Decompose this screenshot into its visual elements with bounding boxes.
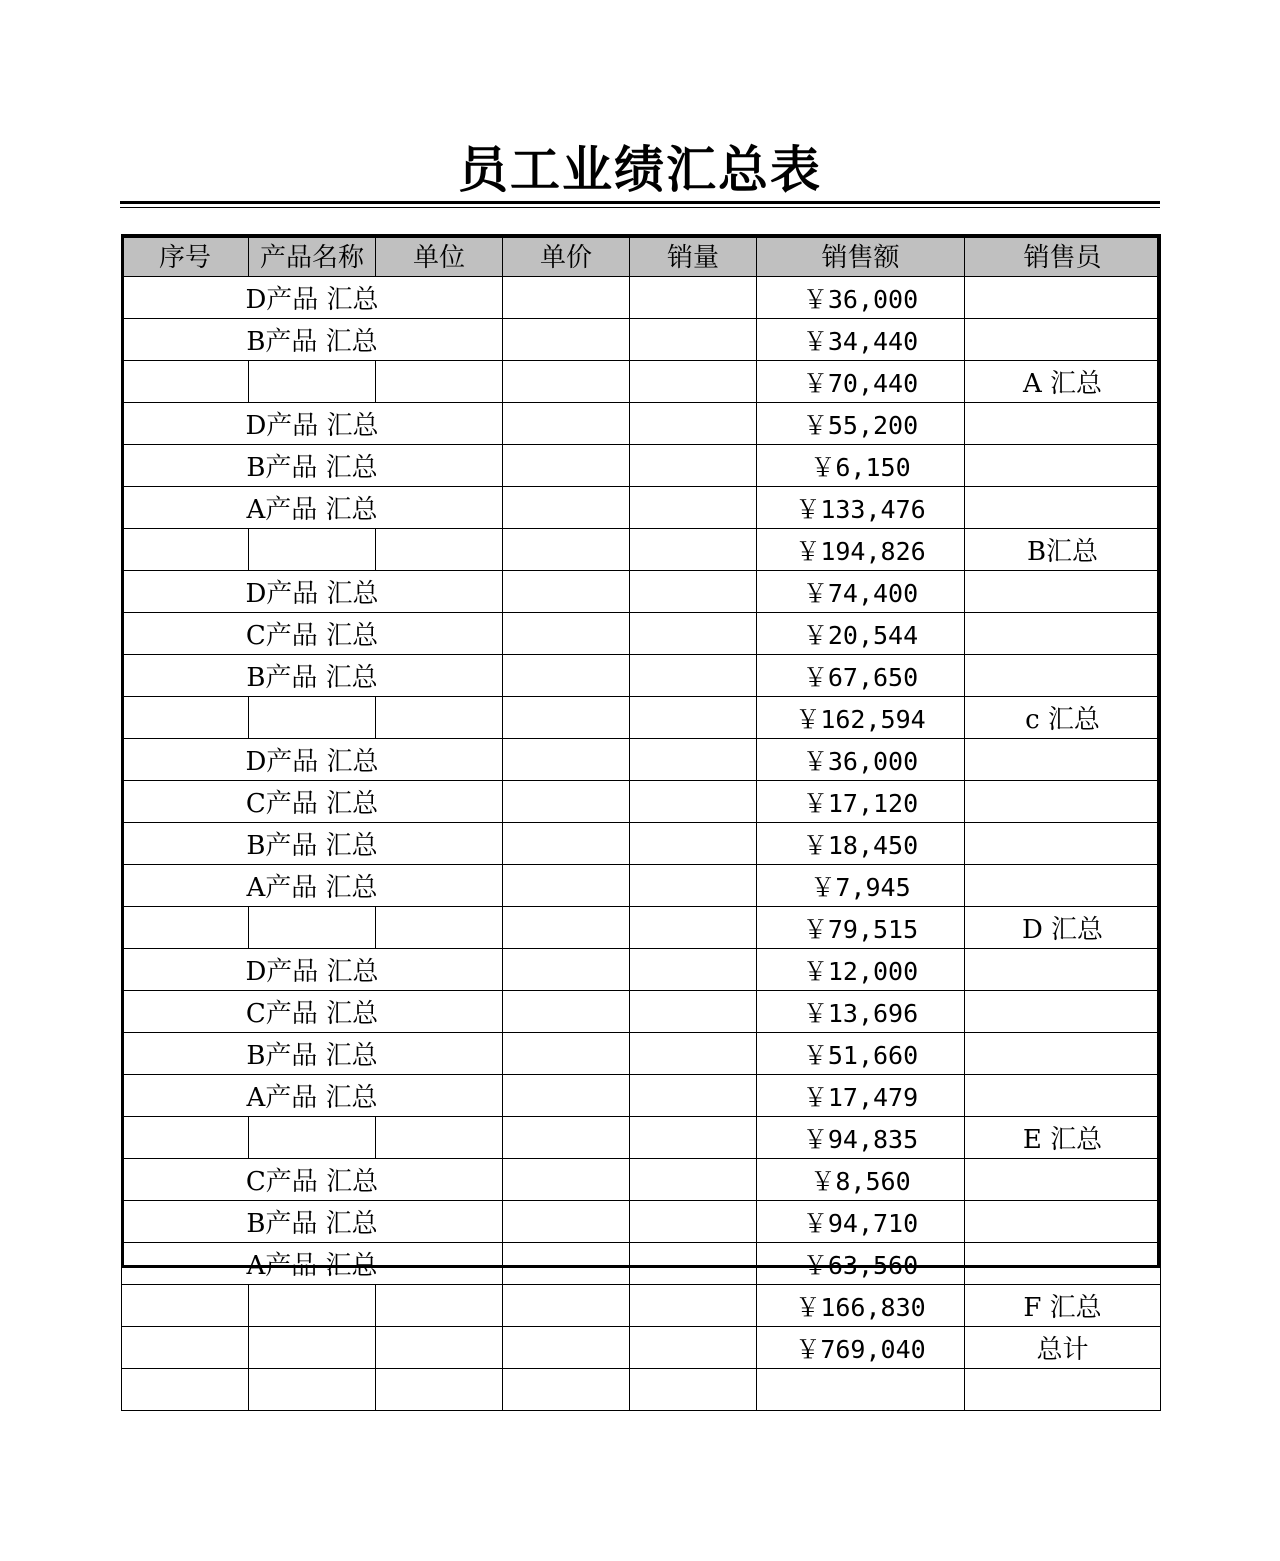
- sales-amount-cell[interactable]: ￥74,400: [757, 571, 965, 613]
- unit-price-cell[interactable]: [503, 571, 630, 613]
- table-body: [122, 277, 1161, 1411]
- col-header-sales-amount[interactable]: 销售额: [757, 235, 965, 277]
- quantity-cell[interactable]: [630, 991, 757, 1033]
- unit-cell[interactable]: [376, 1285, 503, 1327]
- seller-cell[interactable]: [965, 823, 1161, 865]
- product-summary-cell[interactable]: D产品 汇总: [122, 949, 503, 991]
- product-summary-cell[interactable]: C产品 汇总: [122, 613, 503, 655]
- index-cell[interactable]: [122, 1117, 249, 1159]
- seller-cell[interactable]: 总计: [965, 1327, 1161, 1369]
- product-summary-cell[interactable]: A产品 汇总: [122, 487, 503, 529]
- index-cell[interactable]: [122, 1285, 249, 1327]
- quantity-cell[interactable]: [630, 403, 757, 445]
- col-header-product[interactable]: 产品名称: [249, 235, 376, 277]
- seller-cell[interactable]: [965, 1159, 1161, 1201]
- quantity-cell[interactable]: [630, 571, 757, 613]
- product-name-cell[interactable]: [249, 1327, 376, 1369]
- product-name-cell[interactable]: [249, 529, 376, 571]
- unit-cell[interactable]: [376, 1327, 503, 1369]
- unit-price-cell[interactable]: [503, 697, 630, 739]
- quantity-cell[interactable]: [630, 781, 757, 823]
- seller-cell[interactable]: [965, 487, 1161, 529]
- table-row: [122, 1075, 1161, 1117]
- unit-cell[interactable]: [376, 361, 503, 403]
- table-row: [122, 949, 1161, 991]
- quantity-cell[interactable]: [630, 529, 757, 571]
- quantity-cell[interactable]: [630, 655, 757, 697]
- unit-price-cell[interactable]: [503, 1369, 630, 1411]
- sales-amount-cell[interactable]: ￥166,830: [757, 1285, 965, 1327]
- unit-price-cell[interactable]: [503, 529, 630, 571]
- quantity-cell[interactable]: [630, 445, 757, 487]
- sales-amount-cell[interactable]: ￥194,826: [757, 529, 965, 571]
- quantity-cell[interactable]: [630, 487, 757, 529]
- seller-cell[interactable]: [965, 1075, 1161, 1117]
- product-name-cell[interactable]: [249, 697, 376, 739]
- product-summary-cell[interactable]: B产品 汇总: [122, 445, 503, 487]
- quantity-cell[interactable]: [630, 1033, 757, 1075]
- quantity-cell[interactable]: [630, 277, 757, 319]
- quantity-cell[interactable]: [630, 1075, 757, 1117]
- product-name-cell[interactable]: [249, 361, 376, 403]
- sales-amount-cell[interactable]: ￥51,660: [757, 1033, 965, 1075]
- table-row: [122, 1369, 1161, 1411]
- seller-cell[interactable]: [965, 865, 1161, 907]
- sales-amount-cell[interactable]: ￥79,515: [757, 907, 965, 949]
- unit-price-cell[interactable]: [503, 277, 630, 319]
- sales-amount-cell[interactable]: [757, 1369, 965, 1411]
- table-row: [122, 865, 1161, 907]
- unit-cell[interactable]: [376, 529, 503, 571]
- quantity-cell[interactable]: [630, 865, 757, 907]
- seller-cell[interactable]: c 汇总: [965, 697, 1161, 739]
- sales-amount-cell[interactable]: ￥55,200: [757, 403, 965, 445]
- unit-price-cell[interactable]: [503, 1201, 630, 1243]
- seller-cell[interactable]: [965, 445, 1161, 487]
- seller-cell[interactable]: [965, 991, 1161, 1033]
- unit-price-cell[interactable]: [503, 1285, 630, 1327]
- quantity-cell[interactable]: [630, 697, 757, 739]
- sales-amount-cell[interactable]: ￥17,479: [757, 1075, 965, 1117]
- unit-cell[interactable]: [376, 697, 503, 739]
- col-header-unit[interactable]: 单位: [376, 235, 503, 277]
- unit-cell[interactable]: [376, 1369, 503, 1411]
- quantity-cell[interactable]: [630, 1117, 757, 1159]
- sales-amount-cell[interactable]: ￥34,440: [757, 319, 965, 361]
- quantity-cell[interactable]: [630, 1327, 757, 1369]
- table-row: [122, 277, 1161, 319]
- table-row: [122, 1327, 1161, 1369]
- sales-amount-cell[interactable]: ￥133,476: [757, 487, 965, 529]
- index-cell[interactable]: [122, 697, 249, 739]
- seller-cell[interactable]: D 汇总: [965, 907, 1161, 949]
- seller-cell[interactable]: [965, 613, 1161, 655]
- sales-amount-cell[interactable]: ￥94,835: [757, 1117, 965, 1159]
- unit-price-cell[interactable]: [503, 865, 630, 907]
- unit-price-cell[interactable]: [503, 655, 630, 697]
- product-summary-cell[interactable]: B产品 汇总: [122, 1201, 503, 1243]
- sales-amount-cell[interactable]: ￥8,560: [757, 1159, 965, 1201]
- table-row: [122, 1285, 1161, 1327]
- product-summary-cell[interactable]: B产品 汇总: [122, 655, 503, 697]
- table-row: [122, 529, 1161, 571]
- unit-price-cell[interactable]: [503, 1117, 630, 1159]
- seller-cell[interactable]: B汇总: [965, 529, 1161, 571]
- table-row: [122, 571, 1161, 613]
- seller-cell[interactable]: [965, 277, 1161, 319]
- unit-price-cell[interactable]: [503, 361, 630, 403]
- table-row: [122, 823, 1161, 865]
- unit-price-cell[interactable]: [503, 991, 630, 1033]
- sales-amount-cell[interactable]: ￥7,945: [757, 865, 965, 907]
- seller-cell[interactable]: [965, 781, 1161, 823]
- sales-amount-cell[interactable]: ￥6,150: [757, 445, 965, 487]
- quantity-cell[interactable]: [630, 907, 757, 949]
- table-row: [122, 781, 1161, 823]
- index-cell[interactable]: [122, 907, 249, 949]
- unit-price-cell[interactable]: [503, 1243, 630, 1285]
- seller-cell[interactable]: [965, 1201, 1161, 1243]
- col-header-quantity[interactable]: 销量: [630, 235, 757, 277]
- product-summary-cell[interactable]: A产品 汇总: [122, 865, 503, 907]
- table-row: [122, 1033, 1161, 1075]
- table-row: [122, 907, 1161, 949]
- quantity-cell[interactable]: [630, 1243, 757, 1285]
- sales-amount-cell[interactable]: ￥769,040: [757, 1327, 965, 1369]
- product-summary-cell[interactable]: A产品 汇总: [122, 1243, 503, 1285]
- unit-price-cell[interactable]: [503, 907, 630, 949]
- table-row: [122, 487, 1161, 529]
- seller-cell[interactable]: [965, 1369, 1161, 1411]
- table-row: [122, 445, 1161, 487]
- title-rule-thick: [120, 201, 1160, 204]
- product-summary-cell[interactable]: C产品 汇总: [122, 781, 503, 823]
- seller-cell[interactable]: [965, 571, 1161, 613]
- product-summary-cell[interactable]: B产品 汇总: [122, 319, 503, 361]
- summary-table: [121, 234, 1161, 1411]
- quantity-cell[interactable]: [630, 361, 757, 403]
- unit-price-cell[interactable]: [503, 613, 630, 655]
- unit-price-cell[interactable]: [503, 319, 630, 361]
- table-row: [122, 739, 1161, 781]
- sales-amount-cell[interactable]: ￥17,120: [757, 781, 965, 823]
- seller-cell[interactable]: F 汇总: [965, 1285, 1161, 1327]
- quantity-cell[interactable]: [630, 1369, 757, 1411]
- quantity-cell[interactable]: [630, 613, 757, 655]
- page-title: 员工业绩汇总表: [458, 141, 822, 199]
- sales-amount-cell[interactable]: ￥162,594: [757, 697, 965, 739]
- index-cell[interactable]: [122, 361, 249, 403]
- table-row: [122, 403, 1161, 445]
- table-row: [122, 1243, 1161, 1285]
- unit-price-cell[interactable]: [503, 781, 630, 823]
- seller-cell[interactable]: E 汇总: [965, 1117, 1161, 1159]
- unit-price-cell[interactable]: [503, 1075, 630, 1117]
- seller-cell[interactable]: [965, 319, 1161, 361]
- table-row: [122, 361, 1161, 403]
- sales-amount-cell[interactable]: ￥94,710: [757, 1201, 965, 1243]
- sales-amount-cell[interactable]: ￥13,696: [757, 991, 965, 1033]
- unit-price-cell[interactable]: [503, 445, 630, 487]
- product-summary-cell[interactable]: D产品 汇总: [122, 739, 503, 781]
- seller-cell[interactable]: A 汇总: [965, 361, 1161, 403]
- seller-cell[interactable]: [965, 739, 1161, 781]
- header-row: [122, 235, 1161, 277]
- col-header-seller[interactable]: 销售员: [965, 235, 1161, 277]
- unit-cell[interactable]: [376, 907, 503, 949]
- sales-amount-cell[interactable]: ￥18,450: [757, 823, 965, 865]
- table-row: [122, 991, 1161, 1033]
- unit-price-cell[interactable]: [503, 823, 630, 865]
- unit-price-cell[interactable]: [503, 1033, 630, 1075]
- seller-cell[interactable]: [965, 1243, 1161, 1285]
- table-row: [122, 655, 1161, 697]
- product-summary-cell[interactable]: C产品 汇总: [122, 1159, 503, 1201]
- product-summary-cell[interactable]: D产品 汇总: [122, 403, 503, 445]
- sales-amount-cell[interactable]: ￥36,000: [757, 277, 965, 319]
- seller-cell[interactable]: [965, 1033, 1161, 1075]
- product-summary-cell[interactable]: B产品 汇总: [122, 1033, 503, 1075]
- quantity-cell[interactable]: [630, 319, 757, 361]
- unit-price-cell[interactable]: [503, 1159, 630, 1201]
- unit-cell[interactable]: [376, 1117, 503, 1159]
- index-cell[interactable]: [122, 1369, 249, 1411]
- col-header-index[interactable]: 序号: [122, 235, 249, 277]
- title-rule-thin: [120, 207, 1160, 208]
- table-row: [122, 319, 1161, 361]
- sales-amount-cell[interactable]: ￥67,650: [757, 655, 965, 697]
- quantity-cell[interactable]: [630, 823, 757, 865]
- unit-price-cell[interactable]: [503, 403, 630, 445]
- sales-amount-cell[interactable]: ￥20,544: [757, 613, 965, 655]
- sales-amount-cell[interactable]: ￥36,000: [757, 739, 965, 781]
- unit-price-cell[interactable]: [503, 739, 630, 781]
- product-summary-cell[interactable]: C产品 汇总: [122, 991, 503, 1033]
- product-summary-cell[interactable]: B产品 汇总: [122, 823, 503, 865]
- quantity-cell[interactable]: [630, 1201, 757, 1243]
- seller-cell[interactable]: [965, 949, 1161, 991]
- table-row: [122, 697, 1161, 739]
- quantity-cell[interactable]: [630, 739, 757, 781]
- product-summary-cell[interactable]: A产品 汇总: [122, 1075, 503, 1117]
- sales-amount-cell[interactable]: ￥70,440: [757, 361, 965, 403]
- unit-price-cell[interactable]: [503, 949, 630, 991]
- table-row: [122, 1201, 1161, 1243]
- sales-amount-cell[interactable]: ￥12,000: [757, 949, 965, 991]
- index-cell[interactable]: [122, 1327, 249, 1369]
- col-header-price[interactable]: 单价: [503, 235, 630, 277]
- product-name-cell[interactable]: [249, 1285, 376, 1327]
- seller-cell[interactable]: [965, 403, 1161, 445]
- unit-price-cell[interactable]: [503, 487, 630, 529]
- product-summary-cell[interactable]: D产品 汇总: [122, 571, 503, 613]
- sales-amount-cell[interactable]: ￥63,560: [757, 1243, 965, 1285]
- product-summary-cell[interactable]: D产品 汇总: [122, 277, 503, 319]
- quantity-cell[interactable]: [630, 949, 757, 991]
- seller-cell[interactable]: [965, 655, 1161, 697]
- product-name-cell[interactable]: [249, 1369, 376, 1411]
- product-name-cell[interactable]: [249, 907, 376, 949]
- quantity-cell[interactable]: [630, 1159, 757, 1201]
- table-row: [122, 1117, 1161, 1159]
- quantity-cell[interactable]: [630, 1285, 757, 1327]
- index-cell[interactable]: [122, 529, 249, 571]
- table-row: [122, 613, 1161, 655]
- table-row: [122, 1159, 1161, 1201]
- product-name-cell[interactable]: [249, 1117, 376, 1159]
- unit-price-cell[interactable]: [503, 1327, 630, 1369]
